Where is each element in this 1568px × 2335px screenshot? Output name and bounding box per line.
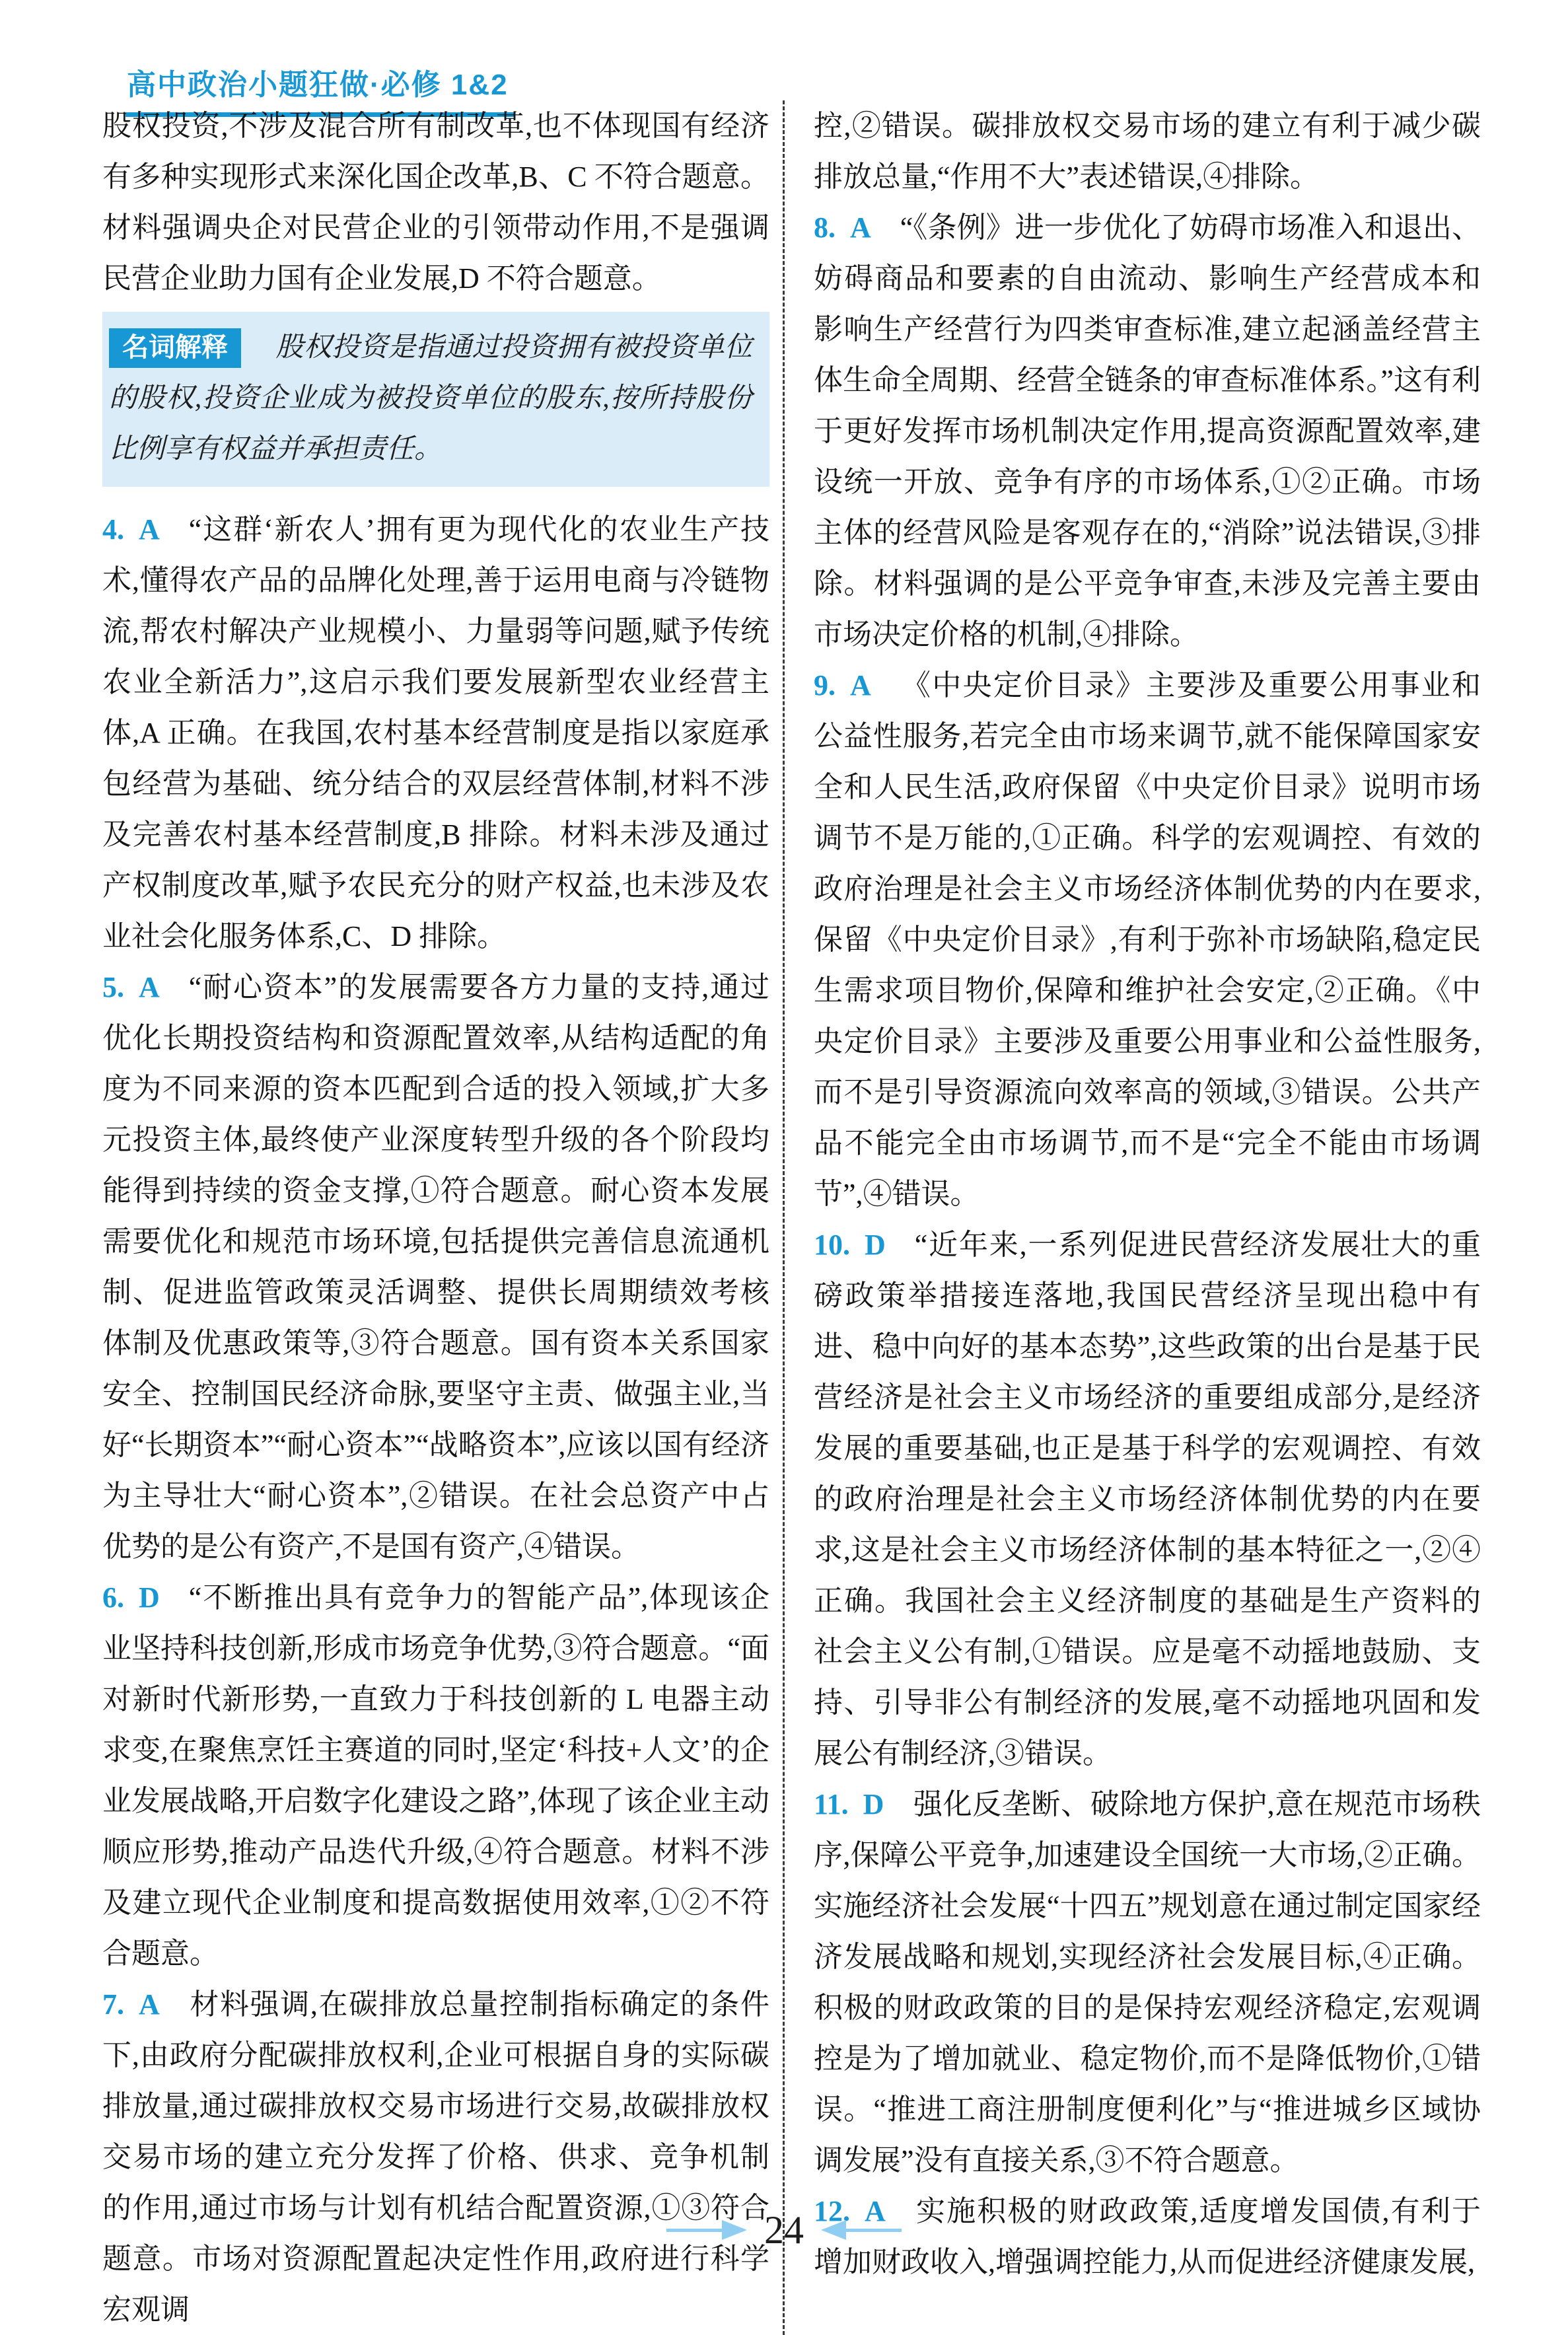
answer-letter: A (850, 669, 871, 701)
answer-number: 7. (102, 1988, 124, 2021)
term-definition-label: 名词解释 (109, 328, 241, 368)
left-column (102, 100, 769, 2335)
answer-item-10 (814, 1219, 1481, 1779)
answer-continuation-text: 股权投资,不涉及混合所有制改革,也不体现国有经济有多种实现形式来深化国企改革,B、C 不符合题意。材料强调央企对民营企业的引领带动作用,不是强调民营企业助力国有企业发展,D 不符合题意。 (102, 110, 769, 295)
answer-text: 实施积极的财政政策,适度增发国债,有利于增加财政收入,增强调控能力,从而促进经济健康发展, (814, 2195, 1481, 2278)
answer-letter: A (865, 2195, 886, 2227)
answer-text: “不断推出具有竞争力的智能产品”,体现该企业坚持科技创新,形成市场竞争优势,③符合题意。“面对新时代新形势,一直致力于科技创新的 L 电器主动求变,在聚焦烹饪主赛道的同时,坚定‘科技+人文’的企业发展战略,开启数字化建设之路”,体现了该企业主动顺应形势,推动产品迭代升级,④符合题意。材料不涉及建立现代企业制度和提高数据使用效率,①②不符合题意。 (102, 1581, 769, 1970)
answer-letter: A (139, 513, 160, 546)
answer-continuation-paragraph (102, 100, 769, 304)
arrow-right-icon (666, 2229, 723, 2232)
answer-letter: A (139, 971, 160, 1003)
answer-letter: D (863, 1788, 884, 1820)
answer-text: 强化反垄断、破除地方保护,意在规范市场秩序,保障公平竞争,加速建设全国统一大市场,②正确。实施经济社会发展“十四五”规划意在通过制定国家经济发展战略和规划,实现经济社会发展目标,④正确。积极的财政政策的目的是保持宏观经济稳定,宏观调控是为了增加就业、稳定物价,而不是降低物价,①错误。“推进工商注册制度便利化”与“推进城乡区域协调发展”没有直接关系,③不符合题意。 (814, 1788, 1481, 2176)
term-definition-box (102, 312, 769, 487)
answer-item-5 (102, 962, 769, 1572)
answer-item-4 (102, 504, 769, 962)
page-number: 24 (764, 2208, 804, 2252)
answer-number: 4. (102, 513, 124, 546)
answer-text: 材料强调,在碳排放总量控制指标确定的条件下,由政府分配碳排放权利,企业可根据自身的实际碳排放量,通过碳排放权交易市场进行交易,故碳排放权交易市场的建立充分发挥了价格、供求、竞争机制的作用,通过市场与计划有机结合配置资源,①③符合题意。市场对资源配置起决定性作用,政府进行科学宏观调 (102, 1988, 769, 2326)
page-content (102, 100, 1484, 2335)
answer-text: “《条例》进一步优化了妨碍市场准入和退出、妨碍商品和要素的自由流动、影响生产经营成本和影响生产经营行为四类审查标准,建立起涵盖经营主体生命全周期、经营全链条的审查标准体系。”这有利于更好发挥市场机制决定作用,提高资源配置效率,建设统一开放、竞争有序的市场体系,①②正确。市场主体的经营风险是客观存在的,“消除”说法错误,③排除。材料强调的是公平竞争审查,未涉及完善主要由市场决定价格的机制,④排除。 (814, 211, 1481, 651)
answer-number: 9. (814, 669, 836, 701)
right-column (814, 100, 1481, 2335)
answer-text: “这群‘新农人’拥有更为现代化的农业生产技术,懂得农产品的品牌化处理,善于运用电商与冷链物流,帮农村解决产业规模小、力量弱等问题,赋予传统农业全新活力”,这启示我们要发展新型农业经营主体,A 正确。在我国,农村基本经营制度是指以家庭承包经营为基础、统分结合的双层经营体制,材料不涉及完善农村基本经营制度,B 排除。材料未涉及通过产权制度改革,赋予农民充分的财产权益,也未涉及农业社会化服务体系,C、D 排除。 (102, 513, 769, 952)
answer-number: 10. (814, 1229, 850, 1261)
answer-continuation-paragraph (814, 100, 1481, 202)
answer-item-6 (102, 1572, 769, 1979)
page-footer (0, 2210, 1568, 2250)
answer-continuation-text: 控,②错误。碳排放权交易市场的建立有利于减少碳排放总量,“作用不大”表述错误,④排除。 (814, 110, 1481, 193)
answer-text: “近年来,一系列促进民营经济发展壮大的重磅政策举措接连落地,我国民营经济呈现出稳中有进、稳中向好的基本态势”,这些政策的出台是基于民营经济是社会主义市场经济的重要组成部分,是经济发展的重要基础,也正是基于科学的宏观调控、有效的政府治理是社会主义市场经济体制优势的内在要求,这是社会主义市场经济体制的基本特征之一,②④正确。我国社会主义经济制度的基础是生产资料的社会主义公有制,①错误。应是毫不动摇地鼓励、支持、引导非公有制经济的发展,毫不动摇地巩固和发展公有制经济,③错误。 (814, 1229, 1481, 1770)
answer-number: 12. (814, 2195, 850, 2227)
answer-item-8 (814, 202, 1481, 660)
answer-number: 6. (102, 1581, 124, 1614)
answer-number: 8. (814, 211, 836, 244)
answer-item-9 (814, 660, 1481, 1219)
term-definition-text: 股权投资是指通过投资拥有被投资单位的股权,投资企业成为被投资单位的股东,按所持股份比例享有权益并承担责任。 (109, 332, 752, 464)
answer-text: “耐心资本”的发展需要各方力量的支持,通过优化长期投资结构和资源配置效率,从结构适配的角度为不同来源的资本匹配到合适的投入领域,扩大多元投资主体,最终使产业深度转型升级的各个阶段均能得到持续的资金支撑,①符合题意。耐心资本发展需要优化和规范市场环境,包括提供完善信息流通机制、促进监管政策灵活调整、提供长周期绩效考核体制及优惠政策等,③符合题意。国有资本关系国家安全、控制国民经济命脉,要坚守主责、做强主业,当好“长期资本”“耐心资本”“战略资本”,应该以国有经济为主导壮大“耐心资本”,②错误。在社会总资产中占优势的是公有资产,不是国有资产,④错误。 (102, 971, 769, 1563)
answer-number: 5. (102, 971, 124, 1003)
answer-letter: D (139, 1581, 160, 1614)
answer-letter: A (850, 211, 871, 244)
arrow-left-icon (845, 2229, 902, 2232)
answer-letter: A (139, 1988, 160, 2021)
page-header-title: 高中政治小题狂做·必修 1&2 (125, 61, 514, 117)
column-divider (783, 100, 785, 2335)
answer-text: 《中央定价目录》主要涉及重要公用事业和公益性服务,若完全由市场来调节,就不能保障国家安全和人民生活,政府保留《中央定价目录》说明市场调节不是万能的,①正确。科学的宏观调控、有效的政府治理是社会主义市场经济体制优势的内在要求,保留《中央定价目录》,有利于弥补市场缺陷,稳定民生需求项目物价,保障和维护社会安定,②正确。《中央定价目录》主要涉及重要公用事业和公益性服务,而不是引导资源流向效率高的领域,③错误。公共产品不能完全由市场调节,而不是“完全不能由市场调节”,④错误。 (814, 669, 1481, 1210)
answer-item-11 (814, 1779, 1481, 2186)
answer-item-7 (102, 1979, 769, 2335)
answer-number: 11. (814, 1788, 849, 1820)
answer-letter: D (865, 1229, 886, 1261)
